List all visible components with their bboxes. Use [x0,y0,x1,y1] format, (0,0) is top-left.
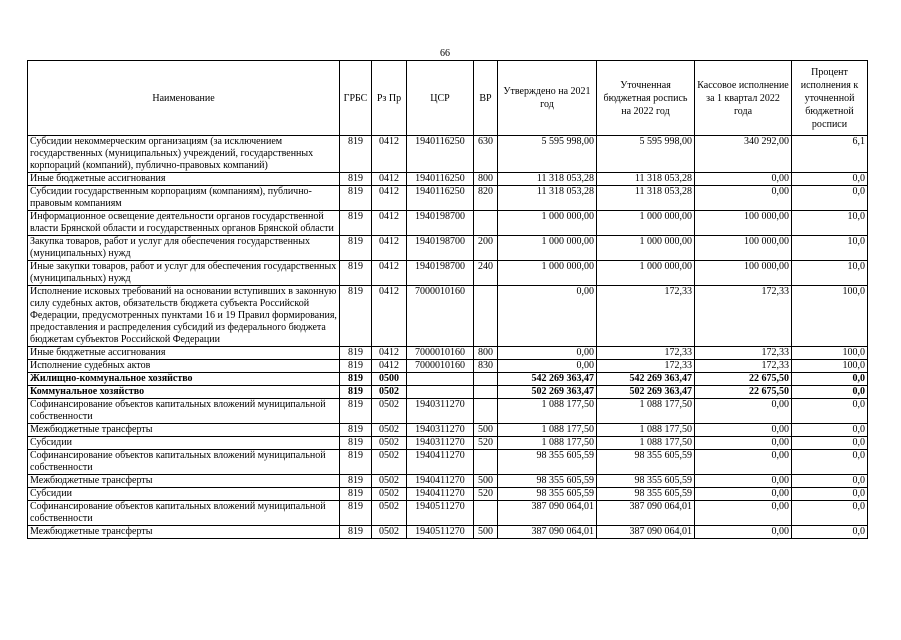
cell-approved: 0,00 [498,360,597,373]
table-row [28,373,868,386]
cell-rzpr: 0502 [372,501,407,526]
cell-grbs: 819 [340,501,372,526]
cell-csr: 1940311270 [407,399,474,424]
cell-grbs: 819 [340,286,372,347]
cell-percent: 10,0 [792,261,868,286]
cell-cash: 0,00 [695,501,792,526]
budget-table [27,60,868,539]
cell-rzpr: 0412 [372,360,407,373]
cell-vr: 500 [474,526,498,539]
cell-approved: 98 355 605,59 [498,450,597,475]
cell-approved: 5 595 998,00 [498,136,597,173]
cell-rzpr: 0412 [372,136,407,173]
cell-cash: 340 292,00 [695,136,792,173]
cell-refined: 172,33 [597,360,695,373]
cell-cash: 22 675,50 [695,386,792,399]
cell-vr: 520 [474,437,498,450]
cell-grbs: 819 [340,450,372,475]
cell-name: Закупка товаров, работ и услуг для обеспечения государственных (муниципальных) нужд [28,236,340,261]
cell-csr: 1940116250 [407,173,474,186]
table-row [28,424,868,437]
cell-percent: 100,0 [792,360,868,373]
header-percent: Процент исполнения к уточненной бюджетной росписи [792,61,868,136]
table-row [28,186,868,211]
cell-cash: 0,00 [695,424,792,437]
cell-name: Иные закупки товаров, работ и услуг для обеспечения государственных (муниципальных) нужд [28,261,340,286]
cell-csr: 7000010160 [407,286,474,347]
cell-approved: 1 000 000,00 [498,211,597,236]
cell-approved: 0,00 [498,347,597,360]
cell-approved: 387 090 064,01 [498,501,597,526]
cell-csr [407,373,474,386]
cell-grbs: 819 [340,386,372,399]
header-grbs: ГРБС [340,61,372,136]
cell-cash: 0,00 [695,526,792,539]
cell-csr: 1940116250 [407,136,474,173]
cell-cash: 0,00 [695,186,792,211]
cell-percent: 0,0 [792,437,868,450]
cell-grbs: 819 [340,360,372,373]
table-row [28,261,868,286]
cell-percent: 0,0 [792,373,868,386]
cell-grbs: 819 [340,347,372,360]
table-row [28,136,868,173]
cell-vr [474,501,498,526]
cell-name: Субсидии [28,488,340,501]
cell-grbs: 819 [340,136,372,173]
cell-refined: 387 090 064,01 [597,501,695,526]
table-row [28,236,868,261]
cell-csr: 1940198700 [407,211,474,236]
cell-name: Иные бюджетные ассигнования [28,347,340,360]
cell-vr: 800 [474,347,498,360]
cell-approved: 542 269 363,47 [498,373,597,386]
cell-vr: 200 [474,236,498,261]
cell-percent: 10,0 [792,236,868,261]
cell-vr [474,373,498,386]
cell-name: Субсидии [28,437,340,450]
header-csr: ЦСР [407,61,474,136]
cell-rzpr: 0412 [372,286,407,347]
cell-vr [474,211,498,236]
cell-grbs: 819 [340,424,372,437]
cell-name: Софинансирование объектов капитальных вложений муниципальной собственности [28,501,340,526]
cell-approved: 98 355 605,59 [498,488,597,501]
cell-name: Межбюджетные трансферты [28,424,340,437]
cell-name: Софинансирование объектов капитальных вложений муниципальной собственности [28,399,340,424]
cell-cash: 0,00 [695,488,792,501]
cell-csr: 1940198700 [407,261,474,286]
header-cash: Кассовое исполнение за 1 квартал 2022 года [695,61,792,136]
cell-vr: 520 [474,488,498,501]
cell-name: Исполнение исковых требований на основании вступивших в законную силу судебных актов, обязательств бюджета субъекта Российской Федерации, предусмотренных пунктами 16 и 19 Правил формирования, предоставления и распределения субсидий из федерального бюджета бюджетам субъектов Российской Федерации [28,286,340,347]
header-row [28,61,868,136]
cell-csr: 1940311270 [407,437,474,450]
cell-name: Субсидии государственным корпорациям (компаниям), публично-правовым компаниям [28,186,340,211]
cell-refined: 98 355 605,59 [597,488,695,501]
cell-vr: 240 [474,261,498,286]
table-row [28,286,868,347]
cell-approved: 1 000 000,00 [498,236,597,261]
cell-approved: 11 318 053,28 [498,173,597,186]
cell-percent: 0,0 [792,386,868,399]
cell-rzpr: 0412 [372,236,407,261]
cell-vr: 800 [474,173,498,186]
cell-grbs: 819 [340,236,372,261]
cell-vr: 820 [474,186,498,211]
cell-rzpr: 0412 [372,347,407,360]
cell-refined: 1 000 000,00 [597,236,695,261]
cell-rzpr: 0502 [372,450,407,475]
cell-grbs: 819 [340,526,372,539]
cell-grbs: 819 [340,211,372,236]
table-row [28,501,868,526]
cell-cash: 100 000,00 [695,236,792,261]
cell-grbs: 819 [340,488,372,501]
table-row [28,526,868,539]
cell-name: Межбюджетные трансферты [28,526,340,539]
cell-cash: 0,00 [695,450,792,475]
cell-csr: 1940411270 [407,475,474,488]
cell-approved: 1 088 177,50 [498,399,597,424]
cell-percent: 6,1 [792,136,868,173]
cell-csr [407,386,474,399]
cell-vr: 630 [474,136,498,173]
cell-vr [474,286,498,347]
cell-grbs: 819 [340,437,372,450]
cell-csr: 1940411270 [407,450,474,475]
cell-refined: 542 269 363,47 [597,373,695,386]
cell-approved: 11 318 053,28 [498,186,597,211]
cell-refined: 1 000 000,00 [597,211,695,236]
cell-name: Иные бюджетные ассигнования [28,173,340,186]
cell-grbs: 819 [340,186,372,211]
cell-csr: 1940411270 [407,488,474,501]
cell-csr: 1940116250 [407,186,474,211]
cell-percent: 10,0 [792,211,868,236]
cell-vr: 500 [474,424,498,437]
cell-rzpr: 0412 [372,186,407,211]
cell-refined: 502 269 363,47 [597,386,695,399]
cell-percent: 0,0 [792,424,868,437]
header-refined: Уточненная бюджетная роспись на 2022 год [597,61,695,136]
table-row [28,475,868,488]
cell-cash: 100 000,00 [695,261,792,286]
cell-refined: 5 595 998,00 [597,136,695,173]
cell-vr [474,386,498,399]
cell-cash: 100 000,00 [695,211,792,236]
cell-refined: 172,33 [597,347,695,360]
cell-csr: 7000010160 [407,347,474,360]
cell-refined: 1 088 177,50 [597,437,695,450]
cell-name: Субсидии некоммерческим организациям (за исключением государственных (муниципальных) учреждений, государственных корпораций (компаний), публично-правовых компаний) [28,136,340,173]
cell-rzpr: 0500 [372,373,407,386]
table-row [28,347,868,360]
cell-name: Информационное освещение деятельности органов государственной власти Брянской области и государственных органов Брянской области [28,211,340,236]
cell-percent: 0,0 [792,501,868,526]
cell-percent: 0,0 [792,186,868,211]
header-approved: Утверждено на 2021 год [498,61,597,136]
cell-cash: 172,33 [695,360,792,373]
header-vr: ВР [474,61,498,136]
cell-percent: 0,0 [792,450,868,475]
cell-cash: 0,00 [695,475,792,488]
cell-cash: 0,00 [695,437,792,450]
page-number: 66 [440,48,450,59]
cell-refined: 1 088 177,50 [597,399,695,424]
cell-vr: 500 [474,475,498,488]
table-row [28,399,868,424]
header-name: Наименование [28,61,340,136]
cell-rzpr: 0412 [372,173,407,186]
cell-rzpr: 0502 [372,488,407,501]
cell-refined: 172,33 [597,286,695,347]
cell-refined: 1 000 000,00 [597,261,695,286]
table-row [28,450,868,475]
cell-approved: 1 088 177,50 [498,424,597,437]
cell-rzpr: 0502 [372,475,407,488]
cell-name: Межбюджетные трансферты [28,475,340,488]
cell-percent: 0,0 [792,173,868,186]
cell-name: Коммунальное хозяйство [28,386,340,399]
cell-approved: 0,00 [498,286,597,347]
cell-rzpr: 0412 [372,261,407,286]
cell-refined: 11 318 053,28 [597,186,695,211]
cell-csr: 7000010160 [407,360,474,373]
cell-cash: 0,00 [695,399,792,424]
cell-refined: 11 318 053,28 [597,173,695,186]
cell-percent: 100,0 [792,347,868,360]
cell-csr: 1940198700 [407,236,474,261]
cell-csr: 1940511270 [407,526,474,539]
cell-rzpr: 0502 [372,386,407,399]
cell-grbs: 819 [340,261,372,286]
cell-rzpr: 0502 [372,526,407,539]
cell-csr: 1940311270 [407,424,474,437]
table-row [28,386,868,399]
cell-cash: 0,00 [695,173,792,186]
cell-grbs: 819 [340,373,372,386]
cell-rzpr: 0502 [372,437,407,450]
cell-grbs: 819 [340,475,372,488]
cell-grbs: 819 [340,173,372,186]
table-row [28,211,868,236]
cell-vr [474,450,498,475]
cell-percent: 0,0 [792,488,868,501]
table-row [28,360,868,373]
table-row [28,173,868,186]
cell-rzpr: 0412 [372,211,407,236]
cell-vr [474,399,498,424]
header-rzpr: Рз Пр [372,61,407,136]
cell-refined: 1 088 177,50 [597,424,695,437]
cell-refined: 98 355 605,59 [597,475,695,488]
cell-approved: 1 000 000,00 [498,261,597,286]
cell-cash: 172,33 [695,286,792,347]
cell-approved: 1 088 177,50 [498,437,597,450]
cell-refined: 387 090 064,01 [597,526,695,539]
cell-percent: 0,0 [792,475,868,488]
cell-vr: 830 [474,360,498,373]
cell-cash: 22 675,50 [695,373,792,386]
cell-name: Софинансирование объектов капитальных вложений муниципальной собственности [28,450,340,475]
cell-percent: 0,0 [792,399,868,424]
cell-refined: 98 355 605,59 [597,450,695,475]
cell-csr: 1940511270 [407,501,474,526]
cell-rzpr: 0502 [372,399,407,424]
cell-name: Исполнение судебных актов [28,360,340,373]
cell-cash: 172,33 [695,347,792,360]
cell-rzpr: 0502 [372,424,407,437]
cell-name: Жилищно-коммунальное хозяйство [28,373,340,386]
cell-approved: 98 355 605,59 [498,475,597,488]
table-row [28,488,868,501]
cell-percent: 0,0 [792,526,868,539]
table-row [28,437,868,450]
cell-grbs: 819 [340,399,372,424]
cell-approved: 387 090 064,01 [498,526,597,539]
cell-approved: 502 269 363,47 [498,386,597,399]
cell-percent: 100,0 [792,286,868,347]
